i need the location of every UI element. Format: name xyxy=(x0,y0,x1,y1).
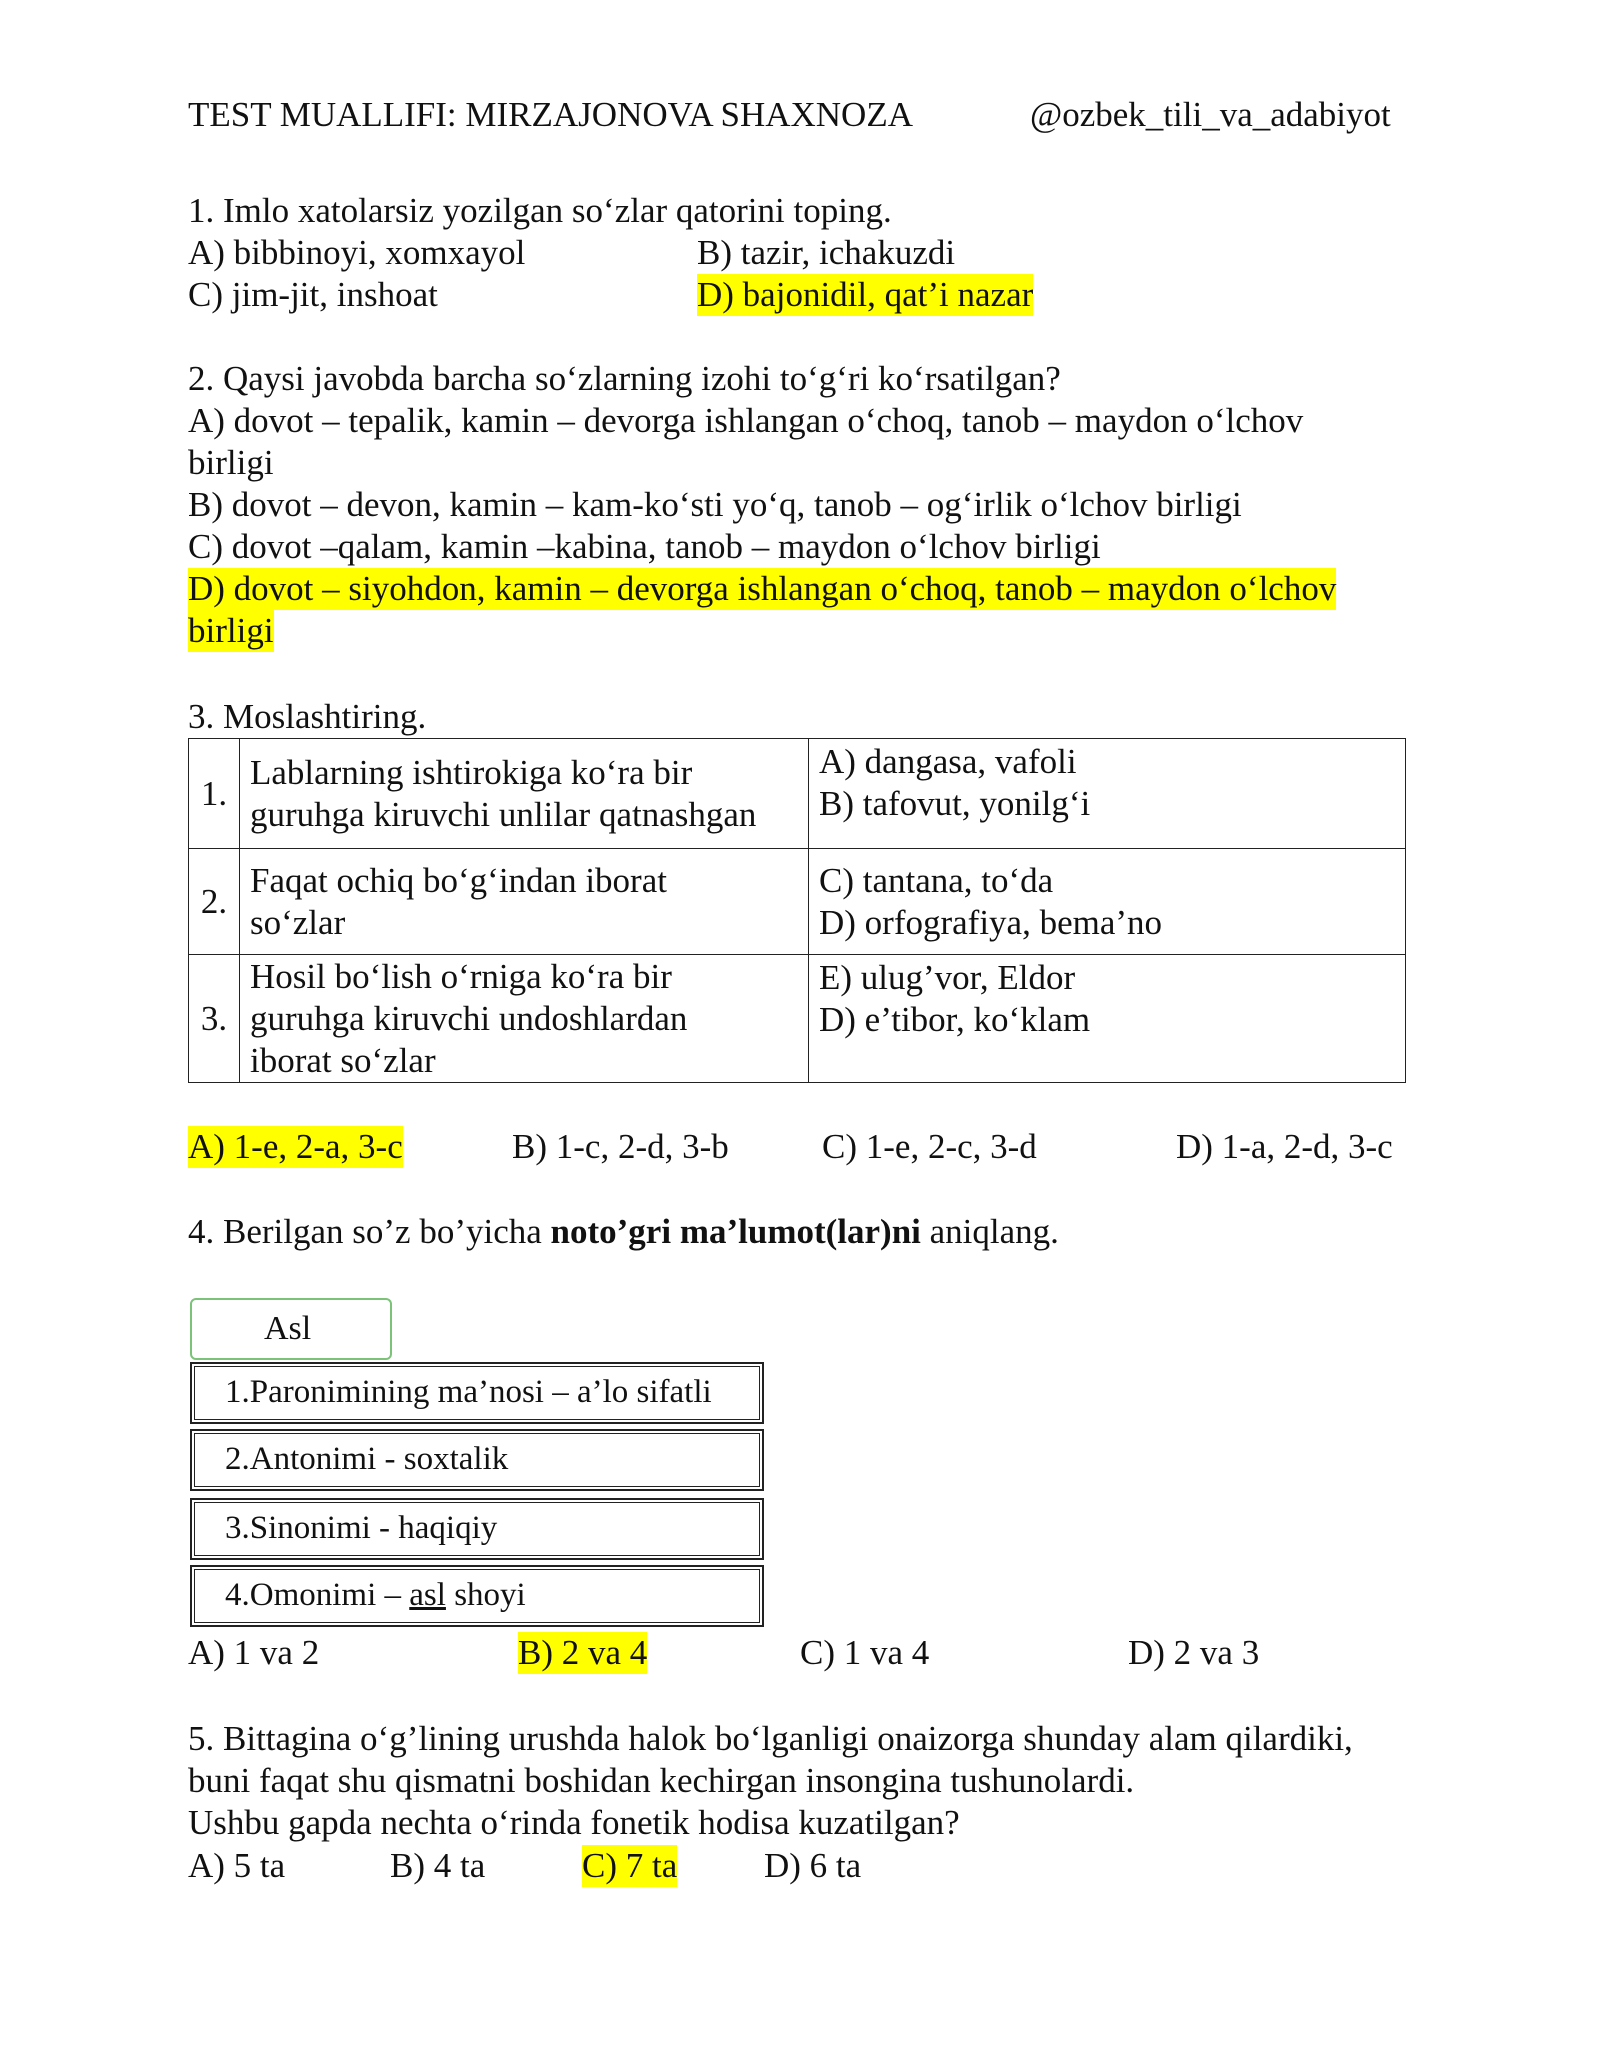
q3-option-a-answer: A) 1-e, 2-a, 3-c xyxy=(188,1127,403,1166)
option-line: D) orfografiya, bema’no xyxy=(819,902,1163,942)
word-box: Asl xyxy=(190,1298,392,1360)
option-line: D) e’tibor, ko‘klam xyxy=(819,1000,1091,1039)
matching-table xyxy=(188,738,1406,1083)
q4-option-a: A) 1 va 2 xyxy=(188,1633,320,1672)
q2-option-c: C) dovot –qalam, kamin –kabina, tanob – maydon o‘lchov birligi xyxy=(188,527,1101,566)
q4-option-d: D) 2 va 3 xyxy=(1128,1633,1260,1672)
q2-text: 2. Qaysi javobda barcha so‘zlarning izohi to‘g‘ri ko‘rsatilgan? xyxy=(188,359,1061,398)
q1-option-d-answer: D) bajonidil, qat’i nazar xyxy=(697,275,1034,314)
q4-option-c: C) 1 va 4 xyxy=(800,1633,930,1672)
option-line: C) tantana, to‘da xyxy=(819,860,1054,900)
q4-option-b-answer: B) 2 va 4 xyxy=(518,1633,648,1672)
q2-option-d-answer-line2: birligi xyxy=(188,611,274,650)
channel-handle: @ozbek_tili_va_adabiyot xyxy=(1030,95,1391,134)
q3-option-c: C) 1-e, 2-c, 3-d xyxy=(822,1127,1037,1166)
q4-text-suffix: aniqlang. xyxy=(920,1212,1059,1251)
row-options xyxy=(809,955,1406,1083)
description-line: Lablarning ishtirokiga ko‘ra bir xyxy=(250,752,693,792)
row-number: 2. xyxy=(189,849,240,955)
description-line: Hosil bo‘lish o‘rniga ko‘ra bir xyxy=(250,956,672,996)
q5-option-a: A) 5 ta xyxy=(188,1846,286,1885)
description-line: Faqat ochiq bo‘g‘indan iborat xyxy=(250,860,667,900)
author-line: TEST MUALLIFI: MIRZAJONOVA SHAXNOZA xyxy=(188,95,913,134)
info4-underlined: asl xyxy=(409,1577,446,1613)
row-description xyxy=(240,955,809,1083)
q5-text-line2: buni faqat shu qismatni boshidan kechirgan insongina tushunolardi. xyxy=(188,1761,1135,1800)
q5-text-line1: 5. Bittagina o‘g’lining urushda halok bo‘lganligi onaizorga shunday alam qilardiki, xyxy=(188,1719,1353,1758)
q5-option-b: B) 4 ta xyxy=(390,1846,486,1885)
row-description xyxy=(240,849,809,955)
info4-suffix: shoyi xyxy=(445,1577,526,1613)
row-options xyxy=(809,739,1406,849)
table-row xyxy=(189,739,1406,849)
description-line: so‘zlar xyxy=(250,902,346,942)
table-row xyxy=(189,849,1406,955)
description-line: iborat so‘zlar xyxy=(250,1040,436,1080)
option-line: A) dangasa, vafoli xyxy=(819,742,1077,781)
info-box-4 xyxy=(190,1565,764,1627)
q1-option-a: A) bibbinoyi, xomxayol xyxy=(188,233,526,272)
q1-option-c: C) jim-jit, inshoat xyxy=(188,275,438,314)
row-description xyxy=(240,739,809,849)
q3-option-b: B) 1-c, 2-d, 3-b xyxy=(512,1127,729,1166)
q4-text xyxy=(188,1211,1059,1253)
description-line: guruhga kiruvchi unlilar qatnashgan xyxy=(250,794,757,834)
q5-text-line3: Ushbu gapda nechta o‘rinda fonetik hodisa kuzatilgan? xyxy=(188,1803,960,1842)
info-box-2: 2.Antonimi - soxtalik xyxy=(190,1429,764,1491)
q2-option-b: B) dovot – devon, kamin – kam-ko‘sti yo‘q, tanob – og‘irlik o‘lchov birligi xyxy=(188,485,1242,524)
info-box-1: 1.Paronimining ma’nosi – a’lo sifatli xyxy=(190,1362,764,1424)
option-line: E) ulug’vor, Eldor xyxy=(819,958,1076,997)
q2-option-d-answer-line1: D) dovot – siyohdon, kamin – devorga ishlangan o‘choq, tanob – maydon o‘lchov xyxy=(188,569,1337,608)
q5-option-d: D) 6 ta xyxy=(764,1846,862,1885)
q3-option-d: D) 1-a, 2-d, 3-c xyxy=(1176,1127,1393,1166)
info-box-3: 3.Sinonimi - haqiqiy xyxy=(190,1498,764,1560)
q4-text-bold: noto’gri ma’lumot(lar)ni xyxy=(550,1212,921,1251)
row-number: 1. xyxy=(189,739,240,849)
q5-option-c-answer: C) 7 ta xyxy=(582,1846,678,1885)
row-options xyxy=(809,849,1406,955)
q4-text-prefix: 4. Berilgan so’z bo’yicha xyxy=(188,1212,551,1251)
q3-text: 3. Moslashtiring. xyxy=(188,697,427,736)
q1-option-b: B) tazir, ichakuzdi xyxy=(697,233,956,272)
table-row xyxy=(189,955,1406,1083)
q1-text: 1. Imlo xatolarsiz yozilgan so‘zlar qatorini toping. xyxy=(188,191,892,230)
option-line: B) tafovut, yonilg‘i xyxy=(819,784,1091,823)
q2-option-a-line2: birligi xyxy=(188,443,274,482)
q2-option-a-line1: A) dovot – tepalik, kamin – devorga ishlangan o‘choq, tanob – maydon o‘lchov xyxy=(188,401,1304,440)
row-number: 3. xyxy=(189,955,240,1083)
description-line: guruhga kiruvchi undoshlardan xyxy=(250,998,688,1038)
info4-prefix: 4.Omonimi – xyxy=(225,1577,410,1613)
